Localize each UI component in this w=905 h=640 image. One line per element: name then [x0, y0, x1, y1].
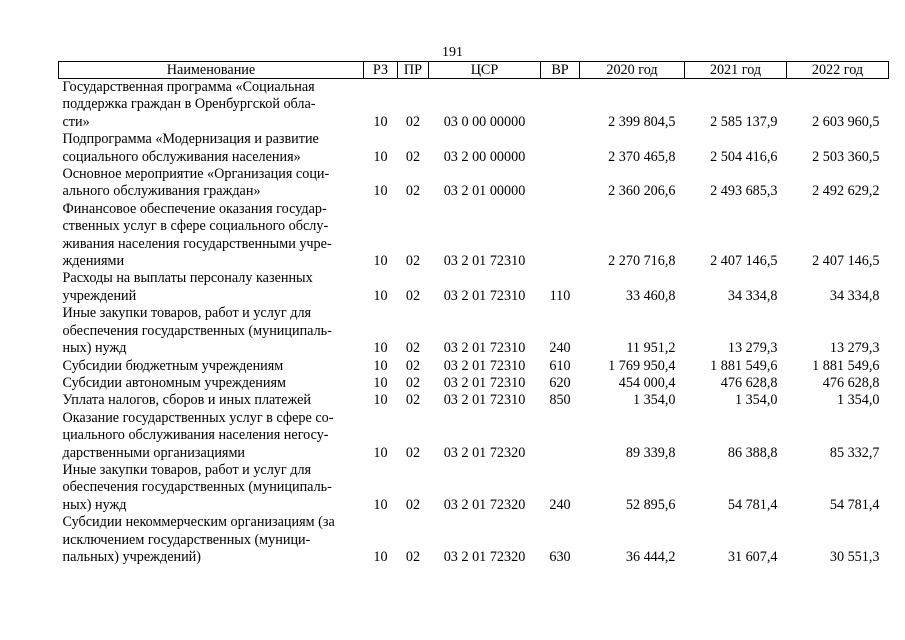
row-2021: 54 781,4 [727, 496, 778, 513]
table-row [59, 392, 889, 409]
row-2022: 54 781,4 [829, 496, 880, 513]
row-2020: 454 000,4 [618, 374, 676, 391]
row-pr: 02 [405, 148, 421, 165]
row-csr: 03 2 01 72310 [443, 287, 526, 304]
row-2022: 1 881 549,6 [812, 357, 880, 374]
row-name: Оказание государственных услуг в сфере со- циального обслуживания населения негосу- дарственными организациями [62, 409, 334, 461]
row-csr: 03 2 01 72310 [443, 392, 526, 409]
row-name: Субсидии автономным учреждениям [62, 374, 286, 391]
row-2021: 2 407 146,5 [710, 253, 778, 270]
table-header [59, 62, 889, 79]
header-rz: РЗ [364, 62, 398, 79]
row-name: Иные закупки товаров, работ и услуг для обеспечения государственных (муниципаль- ных) нужд [62, 305, 332, 357]
row-2020: 89 339,8 [625, 444, 676, 461]
row-2021: 1 881 549,6 [710, 357, 778, 374]
row-2020: 2 399 804,5 [608, 113, 676, 130]
row-2022: 2 407 146,5 [812, 253, 880, 270]
table-row [59, 375, 889, 392]
row-csr: 03 2 01 72320 [443, 444, 526, 461]
row-vr [541, 166, 580, 201]
row-vr: 610 [549, 357, 571, 374]
row-name: Субсидии бюджетным учреждениям [62, 357, 284, 374]
row-rz: 10 [373, 113, 388, 130]
row-2022: 2 503 360,5 [812, 148, 880, 165]
row-vr: 620 [549, 374, 571, 391]
table-row [59, 410, 889, 462]
row-2021: 34 334,8 [727, 287, 778, 304]
row-rz: 10 [373, 444, 388, 461]
row-2021: 86 388,8 [727, 444, 778, 461]
row-2022: 1 354,0 [836, 392, 880, 409]
row-name: Государственная программа «Социальная поддержка граждан в Оренбургской обла- сти» [62, 79, 316, 130]
page-number: 191 [442, 45, 463, 60]
table-row [59, 514, 889, 566]
row-name: Финансовое обеспечение оказания государ- ственных услуг в сфере социального обслу- живания населения государственными учре- ждениями [62, 200, 332, 270]
row-pr: 02 [405, 113, 421, 130]
row-csr: 03 2 01 72310 [443, 357, 526, 374]
row-rz: 10 [373, 548, 388, 565]
row-name: Основное мероприятие «Организация соци- ального обслуживания граждан» [62, 166, 330, 200]
header-pr: ПР [398, 62, 429, 79]
table-row [59, 79, 889, 132]
row-csr: 03 2 01 72320 [443, 548, 526, 565]
row-2021: 1 354,0 [734, 392, 778, 409]
table-row [59, 270, 889, 305]
row-rz: 10 [373, 253, 388, 270]
row-vr: 240 [549, 496, 571, 513]
table-row [59, 305, 889, 357]
row-csr: 03 0 00 00000 [443, 113, 526, 130]
row-2020: 2 370 465,8 [608, 148, 676, 165]
row-rz: 10 [373, 183, 388, 200]
row-name: Субсидии некоммерческим организациям (за исключением государственных (муници- пальных) учреждений) [62, 514, 335, 565]
row-name: Расходы на выплаты персоналу казенных учреждений [62, 270, 313, 304]
row-2022: 30 551,3 [829, 548, 880, 565]
row-pr: 02 [405, 183, 421, 200]
row-csr: 03 2 01 72320 [443, 496, 526, 513]
budget-table [58, 61, 889, 566]
row-vr: 630 [549, 548, 571, 565]
table-row [59, 131, 889, 166]
row-vr: 850 [549, 392, 571, 409]
row-pr: 02 [405, 548, 421, 565]
row-csr: 03 2 01 00000 [443, 183, 526, 200]
header-vr: ВР [541, 62, 580, 79]
row-pr: 02 [405, 444, 421, 461]
row-pr: 02 [405, 253, 421, 270]
row-name: Уплата налогов, сборов и иных платежей [62, 392, 311, 409]
table-row [59, 201, 889, 271]
row-pr: 02 [405, 287, 421, 304]
table-row [59, 358, 889, 375]
row-csr: 03 2 01 72310 [443, 374, 526, 391]
header-2020: 2020 год [580, 62, 685, 79]
row-2021: 2 493 685,3 [710, 183, 778, 200]
row-rz: 10 [373, 392, 388, 409]
row-csr: 03 2 01 72310 [443, 340, 526, 357]
header-2022: 2022 год [787, 62, 889, 79]
row-name: Подпрограмма «Модернизация и развитие социального обслуживания населения» [62, 131, 319, 165]
row-vr [541, 410, 580, 462]
row-2022: 2 603 960,5 [812, 113, 880, 130]
row-rz: 10 [373, 357, 388, 374]
row-pr: 02 [405, 392, 421, 409]
row-2021: 476 628,8 [720, 374, 778, 391]
row-2020: 52 895,6 [625, 496, 676, 513]
row-2022: 85 332,7 [829, 444, 880, 461]
row-2020: 33 460,8 [625, 287, 676, 304]
table-row [59, 462, 889, 514]
row-pr: 02 [405, 357, 421, 374]
header-csr: ЦСР [429, 62, 541, 79]
row-rz: 10 [373, 287, 388, 304]
row-2020: 2 360 206,6 [608, 183, 676, 200]
row-2022: 2 492 629,2 [812, 183, 880, 200]
row-name: Иные закупки товаров, работ и услуг для обеспечения государственных (муниципаль- ных) нужд [62, 461, 332, 513]
row-rz: 10 [373, 374, 388, 391]
row-2020: 2 270 716,8 [608, 253, 676, 270]
row-pr: 02 [405, 340, 421, 357]
table-body [59, 79, 889, 567]
row-pr: 02 [405, 374, 421, 391]
row-vr [541, 79, 580, 132]
row-2021: 31 607,4 [727, 548, 778, 565]
row-2020: 1 769 950,4 [608, 357, 676, 374]
row-2020: 36 444,2 [625, 548, 676, 565]
row-2021: 2 585 137,9 [710, 113, 778, 130]
table-row [59, 166, 889, 201]
row-2022: 34 334,8 [829, 287, 880, 304]
row-rz: 10 [373, 148, 388, 165]
row-vr [541, 131, 580, 166]
row-vr [541, 201, 580, 271]
row-vr: 240 [549, 340, 571, 357]
row-2022: 13 279,3 [829, 340, 880, 357]
header-row [59, 62, 889, 79]
row-rz: 10 [373, 496, 388, 513]
row-2022: 476 628,8 [822, 374, 880, 391]
row-rz: 10 [373, 340, 388, 357]
row-2021: 2 504 416,6 [710, 148, 778, 165]
row-pr: 02 [405, 496, 421, 513]
row-csr: 03 2 00 00000 [443, 148, 526, 165]
row-2021: 13 279,3 [727, 340, 778, 357]
header-2021: 2021 год [685, 62, 787, 79]
header-name: Наименование [59, 62, 364, 79]
row-csr: 03 2 01 72310 [443, 253, 526, 270]
row-vr: 110 [549, 287, 571, 304]
row-2020: 11 951,2 [626, 340, 676, 357]
row-2020: 1 354,0 [632, 392, 676, 409]
